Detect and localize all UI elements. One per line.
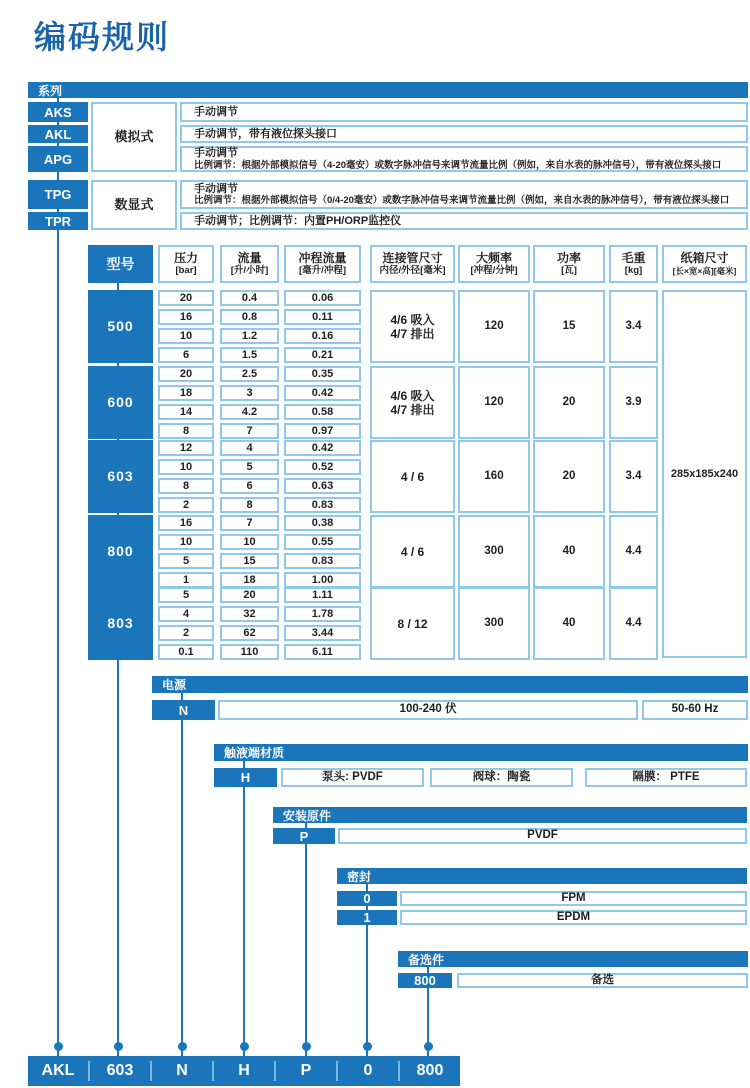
spec-cell: 2 [158,625,214,641]
spec-cell: 0.42 [284,385,361,401]
seal-value-cell-fpm: FPM [400,891,747,906]
spec-model-500: 500 [88,290,153,363]
power-frequency-cell: 50-60 Hz [642,700,748,720]
connector-dot-material [240,1042,249,1051]
spec-cell: 8 [158,478,214,494]
spec-model-600: 600 [88,366,153,439]
spec-connection-500: 4/6 吸入 4/7 排出 [370,290,455,363]
seal-code-box-0: 0 [337,891,397,906]
spec-header-flow: 流量 [升/小时] [220,245,279,283]
connector-dot-model [114,1042,123,1051]
product-code-bar [28,1056,460,1086]
series-code-TPR: TPR [28,212,88,230]
spec-cell: 18 [220,572,279,588]
spec-cell: 20 [158,290,214,306]
spec-cell: 7 [220,515,279,531]
seal-section-header [337,868,747,884]
spec-connection-603: 4 / 6 [370,440,455,513]
spec-cell: 1.2 [220,328,279,344]
spec-cell: 4 [220,440,279,456]
seal-header-label: 密封 [347,869,372,884]
spec-cell: 5 [158,553,214,569]
installation-value-cell: PVDF [338,828,747,844]
seal-value-cell-epdm: EPDM [400,910,747,925]
spec-frequency-603: 160 [458,440,530,513]
material-diaphragm-cell: 隔膜： PTFE [585,768,747,787]
spec-cell: 16 [158,309,214,325]
spec-header-connection: 连接管尺寸 内径/外径[毫米] [370,245,455,283]
spec-header-stroke: 冲程流量 [毫升/冲程] [284,245,361,283]
spec-cell: 0.06 [284,290,361,306]
spec-cell: 1.78 [284,606,361,622]
spec-cell: 0.16 [284,328,361,344]
spec-cell: 8 [220,497,279,513]
spec-cell: 4.2 [220,404,279,420]
spec-cell: 3 [220,385,279,401]
series-code-AKL: AKL [28,125,88,143]
spec-cell: 0.42 [284,440,361,456]
series-code-APG: APG [28,146,88,172]
spec-cell: 0.21 [284,347,361,363]
code-bar-segment-0: 0 [363,1062,373,1079]
series-desc-APG: 手动调节 比例调节：根据外部模拟信号（4-20毫安）或数字脉冲信号来调节流量比例（例如，来自水表的脉冲信号），带有液位探头接口 [180,146,748,172]
spec-cell: 12 [158,440,214,456]
spec-cell: 1 [158,572,214,588]
spec-cell: 0.35 [284,366,361,382]
series-desc-TPR: 手动调节；比例调节：内置PH/ORP监控仪 [180,212,748,230]
power-voltage-cell: 100-240 伏 [218,700,638,720]
spec-frequency-500: 120 [458,290,530,363]
spec-cell: 10 [220,534,279,550]
spec-cell: 7 [220,423,279,439]
spec-cell: 1.5 [220,347,279,363]
spec-header-power: 功率 [瓦] [533,245,605,283]
spec-cell: 62 [220,625,279,641]
spec-cell: 5 [158,587,214,603]
spec-header-frequency: 大频率 [冲程/分钟] [458,245,530,283]
spec-cell: 2.5 [220,366,279,382]
spec-cell: 8 [158,423,214,439]
spec-power-500: 15 [533,290,605,363]
connector-dot-installation [302,1042,311,1051]
spec-carton-cell: 285x185x240 [662,290,747,658]
spec-header-weight: 毛重 [kg] [609,245,658,283]
spec-cell: 1.00 [284,572,361,588]
spec-header-pressure: 压力 [bar] [158,245,214,283]
spec-cell: 0.83 [284,553,361,569]
series-code-TPG: TPG [28,180,88,209]
material-code-box: H [214,768,277,787]
optional-header-label: 备选件 [408,952,445,967]
spec-cell: 10 [158,328,214,344]
connector-line-series [57,98,59,1056]
material-valve-ball-cell: 阀球：陶瓷 [430,768,573,787]
spec-cell: 14 [158,404,214,420]
spec-power-800: 40 [533,515,605,588]
code-bar-segment-800: 800 [416,1062,444,1079]
optional-code-box: 800 [398,973,452,988]
code-bar-segment-AKL: AKL [41,1062,75,1079]
spec-cell: 1.11 [284,587,361,603]
series-type-analog: 模拟式 [91,102,177,172]
spec-cell: 10 [158,459,214,475]
spec-connection-800: 4 / 6 [370,515,455,588]
spec-cell: 15 [220,553,279,569]
installation-header-label: 安装原件 [283,808,332,823]
code-bar-segment-H: H [238,1062,250,1079]
connector-dot-seal [363,1042,372,1051]
spec-frequency-803: 300 [458,587,530,660]
connector-dot-series [54,1042,63,1051]
series-desc-AKS: 手动调节 [180,102,748,122]
spec-cell: 0.11 [284,309,361,325]
spec-cell: 0.8 [220,309,279,325]
spec-connection-600: 4/6 吸入 4/7 排出 [370,366,455,439]
spec-cell: 2 [158,497,214,513]
spec-header-carton: 纸箱尺寸 [长×宽×高][毫米] [662,245,747,283]
spec-cell: 3.44 [284,625,361,641]
series-header-label: 系列 [38,83,63,98]
optional-section-header [398,951,748,967]
connector-line-power [181,693,183,1056]
spec-cell: 6 [158,347,214,363]
spec-weight-803: 4.4 [609,587,658,660]
series-type-digital: 数显式 [91,180,177,230]
spec-cell: 0.58 [284,404,361,420]
optional-value-cell: 备选 [457,973,748,988]
connector-line-installation [305,823,307,1056]
installation-code-box: P [273,828,335,844]
series-desc-TPG: 手动调节 比例调节：根据外部模拟信号（0/4-20毫安）或数字脉冲信号来调节流量比例（例如，来自水表的脉冲信号），带有液位探头接口 [180,180,748,209]
spec-header-model: 型号 [88,245,153,283]
series-section-header [28,82,748,98]
code-bar-segment-P: P [300,1062,312,1079]
spec-power-803: 40 [533,587,605,660]
connector-dot-optional [424,1042,433,1051]
spec-cell: 0.97 [284,423,361,439]
page-title: 编码规则 [34,19,171,55]
spec-weight-800: 4.4 [609,515,658,588]
spec-cell: 0.55 [284,534,361,550]
spec-weight-500: 3.4 [609,290,658,363]
connector-dot-power [178,1042,187,1051]
material-pump-head-cell: 泵头: PVDF [281,768,424,787]
spec-cell: 0.63 [284,478,361,494]
installation-section-header [273,807,747,823]
power-header-label: 电源 [162,678,187,692]
spec-cell: 0.1 [158,644,214,660]
spec-power-600: 20 [533,366,605,439]
material-header-label: 触液端材质 [224,746,285,760]
spec-cell: 0.83 [284,497,361,513]
spec-cell: 110 [220,644,279,660]
power-section-header [152,676,748,693]
spec-cell: 16 [158,515,214,531]
spec-cell: 18 [158,385,214,401]
seal-code-box-1: 1 [337,910,397,925]
spec-weight-600: 3.9 [609,366,658,439]
spec-frequency-600: 120 [458,366,530,439]
spec-cell: 10 [158,534,214,550]
spec-model-803: 803 [88,587,153,660]
spec-connection-803: 8 / 12 [370,587,455,660]
spec-cell: 6 [220,478,279,494]
spec-cell: 0.52 [284,459,361,475]
spec-power-603: 20 [533,440,605,513]
spec-weight-603: 3.4 [609,440,658,513]
spec-model-800: 800 [88,515,153,588]
spec-frequency-800: 300 [458,515,530,588]
spec-model-603: 603 [88,440,153,513]
power-code-box: N [152,700,215,720]
connector-line-material [243,761,245,1056]
code-bar-segment-N: N [176,1062,188,1079]
spec-cell: 6.11 [284,644,361,660]
material-section-header [214,744,748,761]
series-desc-AKL: 手动调节，带有液位探头接口 [180,125,748,143]
spec-cell: 20 [220,587,279,603]
code-bar-segment-603: 603 [106,1062,134,1079]
spec-cell: 20 [158,366,214,382]
spec-cell: 5 [220,459,279,475]
spec-cell: 4 [158,606,214,622]
spec-cell: 0.38 [284,515,361,531]
spec-cell: 0.4 [220,290,279,306]
spec-cell: 32 [220,606,279,622]
series-code-AKS: AKS [28,102,88,122]
